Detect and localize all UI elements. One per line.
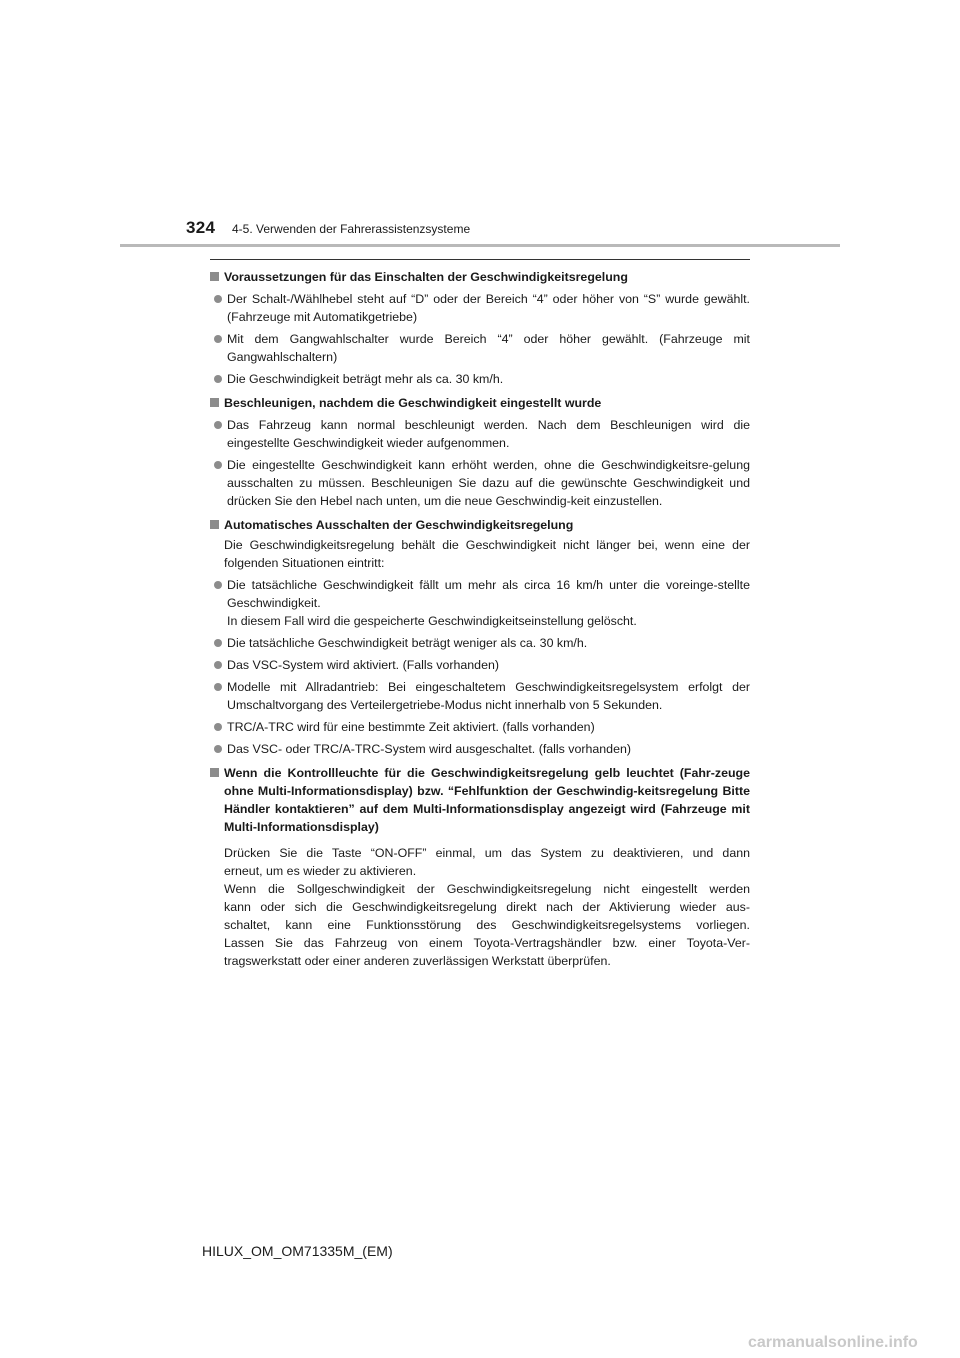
section-automatic-cancel (210, 516, 750, 758)
section-heading-text: Wenn die Kontrollleuchte für die Geschwindigkeitsregelung gelb leuchtet (Fahr-zeuge ohne Multi-Informationsdisplay) bzw. “Fehlfunktion der Geschwindig-keitsregelung Bitte Händler kontaktieren” auf dem Multi-Informationsdisplay angezeigt wird (Fahrzeuge mit Multi-Informationsdisplay) (224, 766, 750, 834)
body-line: erneut, um es wieder zu aktivieren. (224, 864, 417, 878)
list-item-text: Die eingestellte Geschwindigkeit kann erhöht werden, ohne die Geschwindigkeitsre-gelung ausschalten zu müssen. Beschleunigen Sie dazu auf die gewünschte Geschwindigkeit und drücken Sie den Hebel nach unten, um die neue Geschwindig-keit einzustellen. (227, 458, 750, 508)
content-divider (210, 259, 750, 260)
list-item (210, 290, 750, 326)
list-item-text: Die tatsächliche Geschwindigkeit fällt um mehr als circa 16 km/h unter die voreinge-stellte Geschwindigkeit. In diesem Fall wird die gespeicherte Geschwindigkeitseinstellung gelöscht. (227, 578, 750, 628)
document-id: HILUX_OM_OM71335M_(EM) (202, 1243, 393, 1259)
page-number: 324 (186, 218, 216, 237)
list-item (210, 718, 750, 736)
list-item-text: Das VSC- oder TRC/A-TRC-System wird ausgeschaltet. (falls vorhanden) (227, 742, 631, 756)
header-divider (120, 244, 840, 247)
section-heading-text: Voraussetzungen für das Einschalten der Geschwindigkeitsregelung (224, 270, 628, 284)
list-item (210, 740, 750, 758)
body-line: Wenn die Sollgeschwindigkeit der Geschwindigkeitsregelung nicht eingestellt werden (224, 882, 750, 896)
list-item-text: Mit dem Gangwahlschalter wurde Bereich “4” oder höher gewählt. (Fahrzeuge mit Gangwahlschaltern) (227, 332, 750, 364)
body-line: kann oder sich die Geschwindigkeitsregelung direkt nach der Aktivierung wieder aus- (224, 900, 750, 914)
list-item (210, 634, 750, 652)
section-intro: Die Geschwindigkeitsregelung behält die Geschwindigkeit nicht länger bei, wenn eine der folgenden Situationen eintritt: (224, 538, 750, 570)
square-bullet-icon (210, 520, 219, 529)
body-line: schaltet, kann eine Funktionsstörung des Geschwindigkeitsregelsystems vorliegen. (224, 918, 750, 932)
section-heading (210, 394, 750, 412)
section-activation-conditions (210, 268, 750, 388)
list-item-text: Modelle mit Allradantrieb: Bei eingeschaltetem Geschwindigkeitsregelsystem erfolgt der Umschaltvorgang des Verteilergetriebe-Modus nicht innerhalb von 5 Sekunden. (227, 680, 750, 712)
list-item (210, 576, 750, 630)
square-bullet-icon (210, 398, 219, 407)
section-warning-light (210, 764, 750, 970)
list-item (210, 416, 750, 452)
list-item-text: TRC/A-TRC wird für eine bestimmte Zeit aktiviert. (falls vorhanden) (227, 720, 595, 734)
round-bullet-icon (214, 335, 222, 343)
square-bullet-icon (210, 768, 219, 777)
list-item (210, 678, 750, 714)
list-item (210, 370, 750, 388)
section-heading-text: Automatisches Ausschalten der Geschwindigkeitsregelung (224, 518, 574, 532)
square-bullet-icon (210, 272, 219, 281)
list-item-text: Der Schalt-/Wählhebel steht auf “D” oder der Bereich “4” oder höher von “S” wurde gewählt. (Fahrzeuge mit Automatikgetriebe) (227, 292, 750, 324)
round-bullet-icon (214, 375, 222, 383)
chapter-title: 4-5. Verwenden der Fahrerassistenzsysteme (232, 222, 471, 236)
list-item-text: Das Fahrzeug kann normal beschleunigt werden. Nach dem Beschleunigen wird die eingestellte Geschwindigkeit wieder aufgenommen. (227, 418, 750, 450)
round-bullet-icon (214, 661, 222, 669)
section-heading (210, 268, 750, 286)
round-bullet-icon (214, 421, 222, 429)
section-heading-text: Beschleunigen, nachdem die Geschwindigkeit eingestellt wurde (224, 396, 602, 410)
list-item (210, 330, 750, 366)
body-line: Lassen Sie das Fahrzeug von einem Toyota-Vertragshändler bzw. einer Toyota-Ver- (224, 936, 750, 950)
section-heading (210, 764, 750, 836)
list-item-text: Die tatsächliche Geschwindigkeit beträgt weniger als ca. 30 km/h. (227, 636, 588, 650)
round-bullet-icon (214, 461, 222, 469)
body-line: Drücken Sie die Taste “ON-OFF” einmal, um das System zu deaktivieren, und dann (224, 846, 750, 860)
section-body (210, 844, 750, 970)
main-content (210, 268, 750, 976)
section-accelerating (210, 394, 750, 510)
body-line: tragswerkstatt oder einer anderen zuverlässigen Werkstatt überprüfen. (224, 954, 611, 968)
list-item (210, 656, 750, 674)
list-item-text: Die Geschwindigkeit beträgt mehr als ca. 30 km/h. (227, 372, 504, 386)
list-item (210, 456, 750, 510)
round-bullet-icon (214, 639, 222, 647)
round-bullet-icon (214, 723, 222, 731)
section-heading (210, 516, 750, 534)
round-bullet-icon (214, 295, 222, 303)
round-bullet-icon (214, 745, 222, 753)
round-bullet-icon (214, 683, 222, 691)
round-bullet-icon (214, 581, 222, 589)
list-item-text: Das VSC-System wird aktiviert. (Falls vorhanden) (227, 658, 499, 672)
watermark: carmanualsonline.info (748, 1334, 918, 1351)
